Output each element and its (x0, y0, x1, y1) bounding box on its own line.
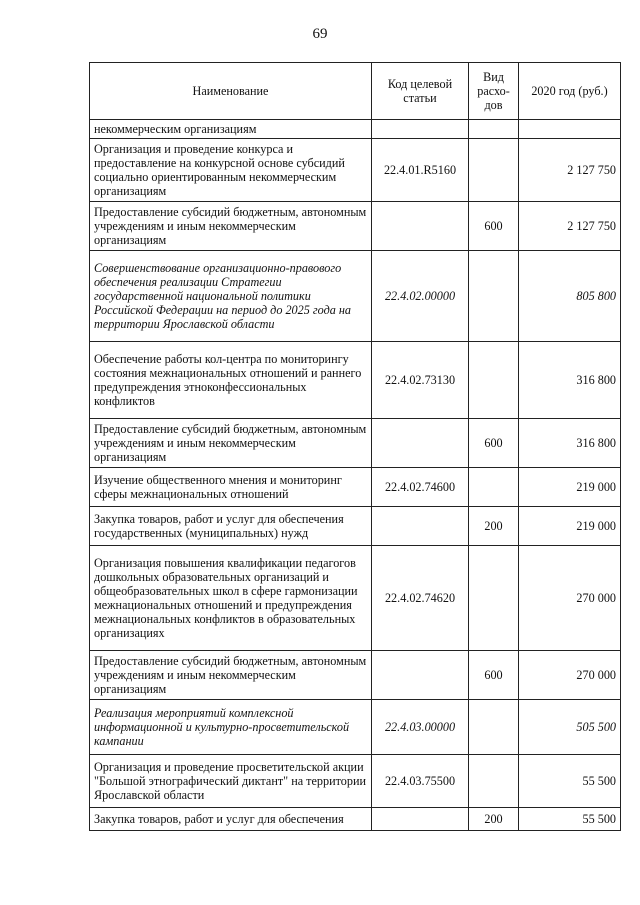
header-expense-kind: Вид расхо-дов (469, 63, 519, 120)
row-target-code-cell: 22.4.01.R5160 (372, 139, 469, 202)
row-amount-cell: 219 000 (519, 507, 621, 546)
budget-table (89, 62, 621, 831)
row-amount-cell: 2 127 750 (519, 139, 621, 202)
table-row (90, 139, 621, 202)
row-name-cell: Закупка товаров, работ и услуг для обеспечения государственных (муниципальных) нужд (90, 507, 372, 546)
row-name-cell: Предоставление субсидий бюджетным, автономным учреждениям и иным некоммерческим организациям (90, 202, 372, 251)
row-name-cell: Организация и проведение конкурса и предоставление на конкурсной основе субсидий социально ориентированным некоммерческим организациям (90, 139, 372, 202)
row-target-code-cell (372, 120, 469, 139)
row-name-cell: Совершенствование организационно-правового обеспечения реализации Стратегии государственной национальной политики Российской Федерации на период до 2025 года на территории Ярославской области (90, 251, 372, 342)
table-row (90, 419, 621, 468)
row-amount-cell: 270 000 (519, 546, 621, 651)
table-row (90, 202, 621, 251)
row-name-cell: некоммерческим организациям (90, 120, 372, 139)
row-target-code-cell: 22.4.02.73130 (372, 342, 469, 419)
row-target-code-cell: 22.4.03.75500 (372, 755, 469, 808)
row-expense-kind-cell: 200 (469, 507, 519, 546)
row-expense-kind-cell (469, 755, 519, 808)
row-name-cell: Реализация мероприятий комплексной информационной и культурно-просветительской кампании (90, 700, 372, 755)
row-target-code-cell (372, 808, 469, 831)
row-target-code-cell: 22.4.02.74600 (372, 468, 469, 507)
row-expense-kind-cell (469, 546, 519, 651)
page-number: 69 (312, 26, 328, 42)
header-target-code: Код целевой статьи (372, 63, 469, 120)
row-expense-kind-cell (469, 139, 519, 202)
table-row (90, 651, 621, 700)
table-row (90, 700, 621, 755)
row-name-cell: Организация и проведение просветительской акции "Большой этнографический диктант" на территории Ярославской области (90, 755, 372, 808)
row-amount-cell (519, 120, 621, 139)
table-row (90, 507, 621, 546)
row-expense-kind-cell (469, 700, 519, 755)
row-expense-kind-cell (469, 120, 519, 139)
row-amount-cell: 219 000 (519, 468, 621, 507)
row-name-cell: Предоставление субсидий бюджетным, автономным учреждениям и иным некоммерческим организациям (90, 419, 372, 468)
row-amount-cell: 2 127 750 (519, 202, 621, 251)
row-expense-kind-cell: 200 (469, 808, 519, 831)
table-body (90, 120, 621, 831)
row-name-cell: Изучение общественного мнения и мониторинг сферы межнациональных отношений (90, 468, 372, 507)
row-amount-cell: 55 500 (519, 808, 621, 831)
table-header-row (90, 63, 621, 120)
table-row (90, 468, 621, 507)
row-target-code-cell (372, 507, 469, 546)
table-row (90, 342, 621, 419)
row-target-code-cell: 22.4.02.00000 (372, 251, 469, 342)
row-target-code-cell (372, 202, 469, 251)
row-target-code-cell (372, 651, 469, 700)
header-name: Наименование (90, 63, 372, 120)
table-row (90, 808, 621, 831)
row-amount-cell: 55 500 (519, 755, 621, 808)
row-expense-kind-cell (469, 251, 519, 342)
row-amount-cell: 805 800 (519, 251, 621, 342)
row-amount-cell: 270 000 (519, 651, 621, 700)
row-target-code-cell: 22.4.02.74620 (372, 546, 469, 651)
table-row (90, 120, 621, 139)
table-row (90, 755, 621, 808)
row-expense-kind-cell (469, 342, 519, 419)
table-row (90, 546, 621, 651)
row-amount-cell: 316 800 (519, 419, 621, 468)
row-expense-kind-cell (469, 468, 519, 507)
row-expense-kind-cell: 600 (469, 202, 519, 251)
table-row (90, 251, 621, 342)
row-name-cell: Обеспечение работы кол-центра по мониторингу состояния межнациональных отношений и раннего предупреждения этноконфессиональных конфликтов (90, 342, 372, 419)
row-expense-kind-cell: 600 (469, 651, 519, 700)
row-target-code-cell (372, 419, 469, 468)
row-name-cell: Предоставление субсидий бюджетным, автономным учреждениям и иным некоммерческим организациям (90, 651, 372, 700)
row-expense-kind-cell: 600 (469, 419, 519, 468)
row-amount-cell: 505 500 (519, 700, 621, 755)
header-amount-2020: 2020 год (руб.) (519, 63, 621, 120)
row-target-code-cell: 22.4.03.00000 (372, 700, 469, 755)
row-amount-cell: 316 800 (519, 342, 621, 419)
row-name-cell: Организация повышения квалификации педагогов дошкольных образовательных организаций и общеобразовательных школ в сфере гармонизации межнациональных отношений и предупреждения межнациональных конфликтов в образовательных организациях (90, 546, 372, 651)
row-name-cell: Закупка товаров, работ и услуг для обеспечения (90, 808, 372, 831)
